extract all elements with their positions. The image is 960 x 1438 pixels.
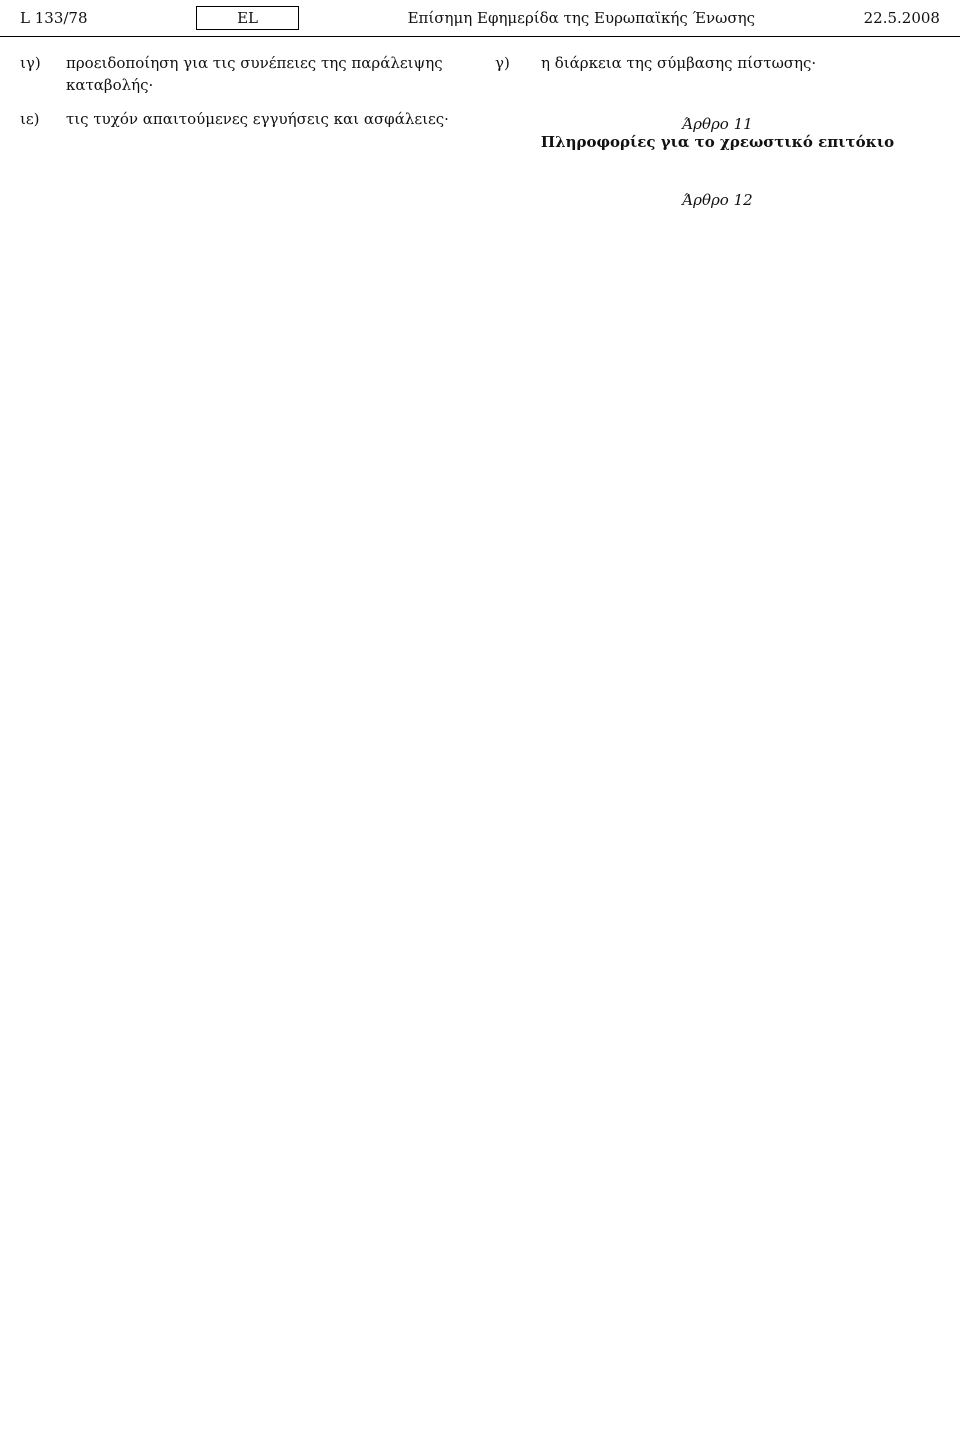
- journal-title: Επίσημη Εφημερίδα της Ευρωπαϊκής Ένωσης: [407, 9, 756, 27]
- language-badge: EL: [196, 6, 299, 30]
- list-item: ιγ) προειδοποίηση για τις συνέπειες της παράλειψης καταβολής·: [20, 54, 443, 94]
- right-column: [495, 53, 940, 209]
- list-item: γ) η διάρκεια της σύμβασης πίστωσης·: [495, 54, 817, 72]
- article-title: Πληροφορίες για το χρεωστικό επιτόκιο: [540, 132, 895, 151]
- page-header: [0, 0, 960, 37]
- list-item: ιε) τις τυχόν απαιτούμενες εγγυήσεις και ασφάλειες·: [20, 109, 449, 128]
- page-number: L 133/78: [20, 9, 88, 27]
- publication-date: 22.5.2008: [863, 9, 940, 27]
- left-column: [20, 53, 465, 209]
- article-number: Άρθρο 12: [682, 190, 753, 209]
- article-number: Άρθρο 11: [682, 114, 753, 133]
